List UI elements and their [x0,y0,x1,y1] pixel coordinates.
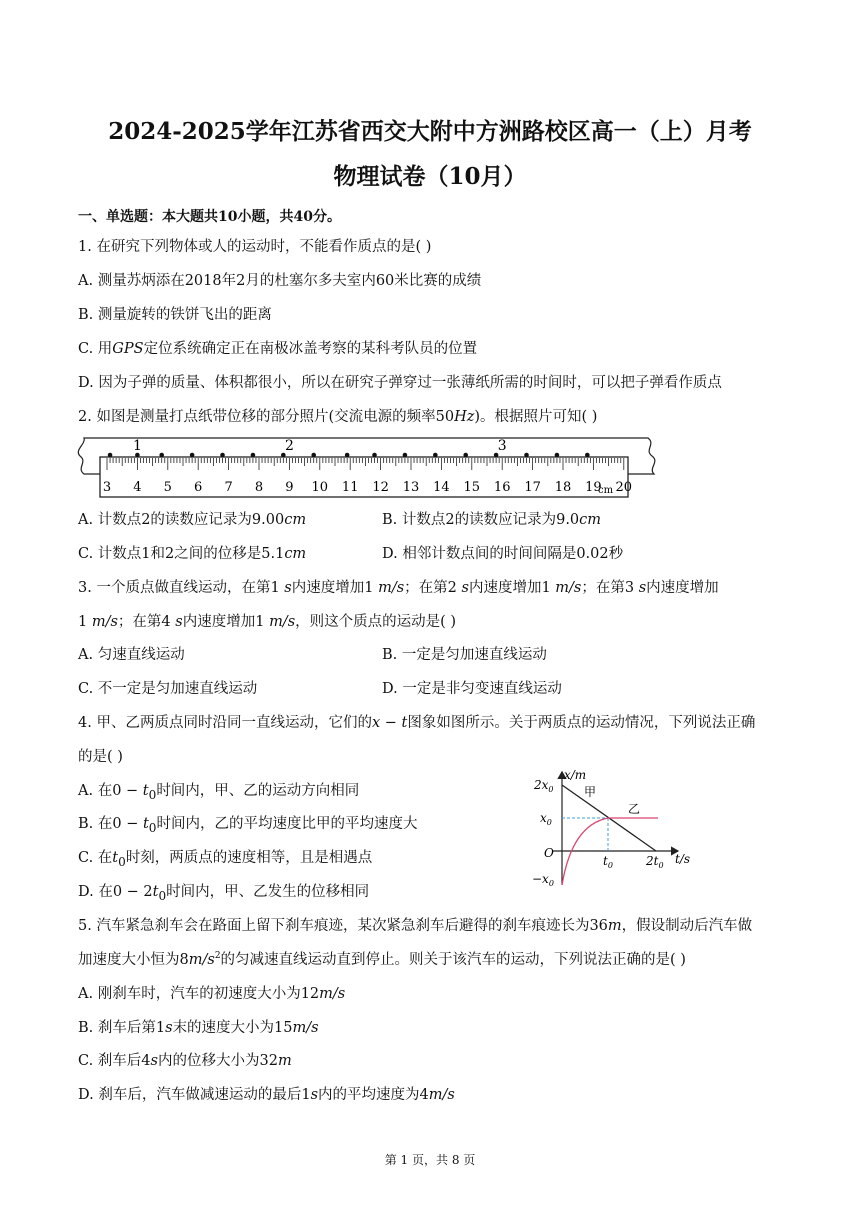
q3-stem-line2: 1 m/s；在第4 s内速度增加1 m/s，则这个质点的运动是( ) [78,614,457,630]
q2-option-d: D. 相邻计数点间的时间间隔是0.02秒 [382,546,624,562]
ruler-number: 4 [133,480,142,495]
q2-option-a: A. 计数点2的读数应记录为9.00cm [78,512,307,528]
counting-point-label: 3 [497,438,507,454]
q2-stem: 2. 如图是测量打点纸带位移的部分照片(交流电源的频率50Hz)。根据照片可知( ) [78,409,598,425]
page-footer: 第 1 页，共 8 页 [384,1153,476,1167]
ruler-number: 7 [224,480,233,495]
q4-option-b: B. 在$0 - t_0$时间内，乙的平均速度比甲的平均速度大 [78,816,418,835]
origin-label: O [544,846,554,860]
ruler-number: 14 [433,480,450,495]
ruler-number: 18 [554,480,572,495]
ticker-tape-ruler-figure [76,432,666,498]
q3-option-b: B. 一定是匀加速直线运动 [382,647,547,663]
x-t-graph [530,765,710,889]
q4-option-d: D. 在$0 - 2t_0$时间内，甲、乙发生的位移相同 [78,884,370,903]
x-axis-label: t/s [675,852,691,866]
ruler-number: 15 [463,480,481,495]
series-yi-label: 乙 [628,802,641,816]
tape-dot [108,453,113,458]
q5-option-d: D. 刹车后，汽车做减速运动的最后1s内的平均速度为4m/s [78,1087,455,1103]
q5-option-c: C. 刹车后4s内的位移大小为32m [78,1053,292,1069]
y-tick-x0: $x_0$ [540,811,552,827]
q4-stem-line1: 4. 甲、乙两质点同时沿同一直线运动，它们的x − t图象如图所示。关于两质点的运动情况，下列说法正确 [78,715,756,731]
ruler-number: 12 [372,480,389,495]
ruler-number: 17 [524,480,541,495]
tape-dot [159,453,164,458]
ruler-number: 8 [254,480,264,495]
y-tick-neg-x0: $-x_0$ [532,872,554,888]
q3-stem-line1: 3. 一个质点做直线运动，在第1 s内速度增加1 m/s；在第2 s内速度增加1 m/s；在第3 s内速度增加 [78,580,719,596]
ruler-number: 19 [585,480,602,495]
ruler-unit: cm [598,485,614,496]
q3-option-a: A. 匀速直线运动 [78,647,185,663]
tape-dot [311,453,316,458]
section-heading: 一、单选题：本大题共10小题，共40分。 [78,209,341,225]
ruler-number: 13 [402,480,420,495]
ruler-number: 20 [615,480,633,495]
ruler-number: 6 [194,480,203,495]
ruler-number: 3 [102,480,112,495]
q3-option-d: D. 一定是非匀变速直线运动 [382,681,562,697]
y-tick-2x0: $2x_0$ [534,778,554,794]
ruler-number: 10 [311,480,329,495]
tape-dot [251,453,256,458]
tape-dot [524,453,529,458]
x-tick-2t0: $2t_0$ [646,854,664,870]
q2-option-b: B. 计数点2的读数应记录为9.0cm [382,512,602,528]
q5-stem-line2: 加速度大小恒为$8m/s^2$的匀减速直线运动直到停止。则关于该汽车的运动，下列说法正确的是( ) [78,951,686,968]
q4-option-a: A. 在$0 - t_0$时间内，甲、乙的运动方向相同 [78,783,360,802]
counting-point-label: 2 [284,438,294,454]
y-axis-label: x/m [564,768,587,782]
ruler-number: 11 [341,480,359,495]
ruler [100,457,628,497]
q5-option-a: A. 刚刹车时，汽车的初速度大小为12m/s [78,986,346,1002]
tape-dot [345,453,350,458]
q4-option-c: C. 在$t_0$时刻，两质点的速度相等，且是相遇点 [78,850,373,869]
tape-dot [585,453,590,458]
q3-option-c: C. 不一定是匀加速直线运动 [78,681,258,697]
counting-point-label: 1 [132,438,142,454]
exam-subtitle: 物理试卷（10月） [333,163,527,190]
q5-stem-line1: 5. 汽车紧急刹车会在路面上留下刹车痕迹，某次紧急刹车后避得的刹车痕迹长为36m，假设制动后汽车做 [78,918,753,934]
tape-dot [433,453,438,458]
q1-stem: 1. 在研究下列物体或人的运动时，不能看作质点的是( ) [78,239,432,255]
series-jia-label: 甲 [584,785,597,799]
tape-dot [220,453,225,458]
ruler-number: 9 [285,480,294,495]
x-tick-t0: $t_0$ [603,854,613,870]
q2-option-c: C. 计数点1和2之间的位移是5.1cm [78,546,307,562]
tape-dot [555,453,560,458]
exam-title: 2024-2025学年江苏省西交大附中方洲路校区高一（上）月考 [108,118,752,145]
q5-option-b: B. 刹车后第1s末的速度大小为15m/s [78,1020,319,1036]
q1-option-d: D. 因为子弹的质量、体积都很小，所以在研究子弹穿过一张薄纸所需的时间时，可以把子弹看作质点 [78,375,722,391]
tape-dot [372,453,377,458]
q4-stem-line2: 的是( ) [78,749,123,765]
tape-dot [190,453,195,458]
q1-option-a: A. 测量苏炳添在2018年2月的杜塞尔多夫室内60米比赛的成绩 [78,273,482,289]
tape-dot [463,453,468,458]
q1-option-b: B. 测量旋转的铁饼飞出的距离 [78,307,272,323]
ruler-number: 5 [163,480,172,495]
q1-option-c: C. 用GPS定位系统确定正在南极冰盖考察的某科考队员的位置 [78,341,478,357]
tape-dot [403,453,408,458]
ruler-number: 16 [493,480,511,495]
